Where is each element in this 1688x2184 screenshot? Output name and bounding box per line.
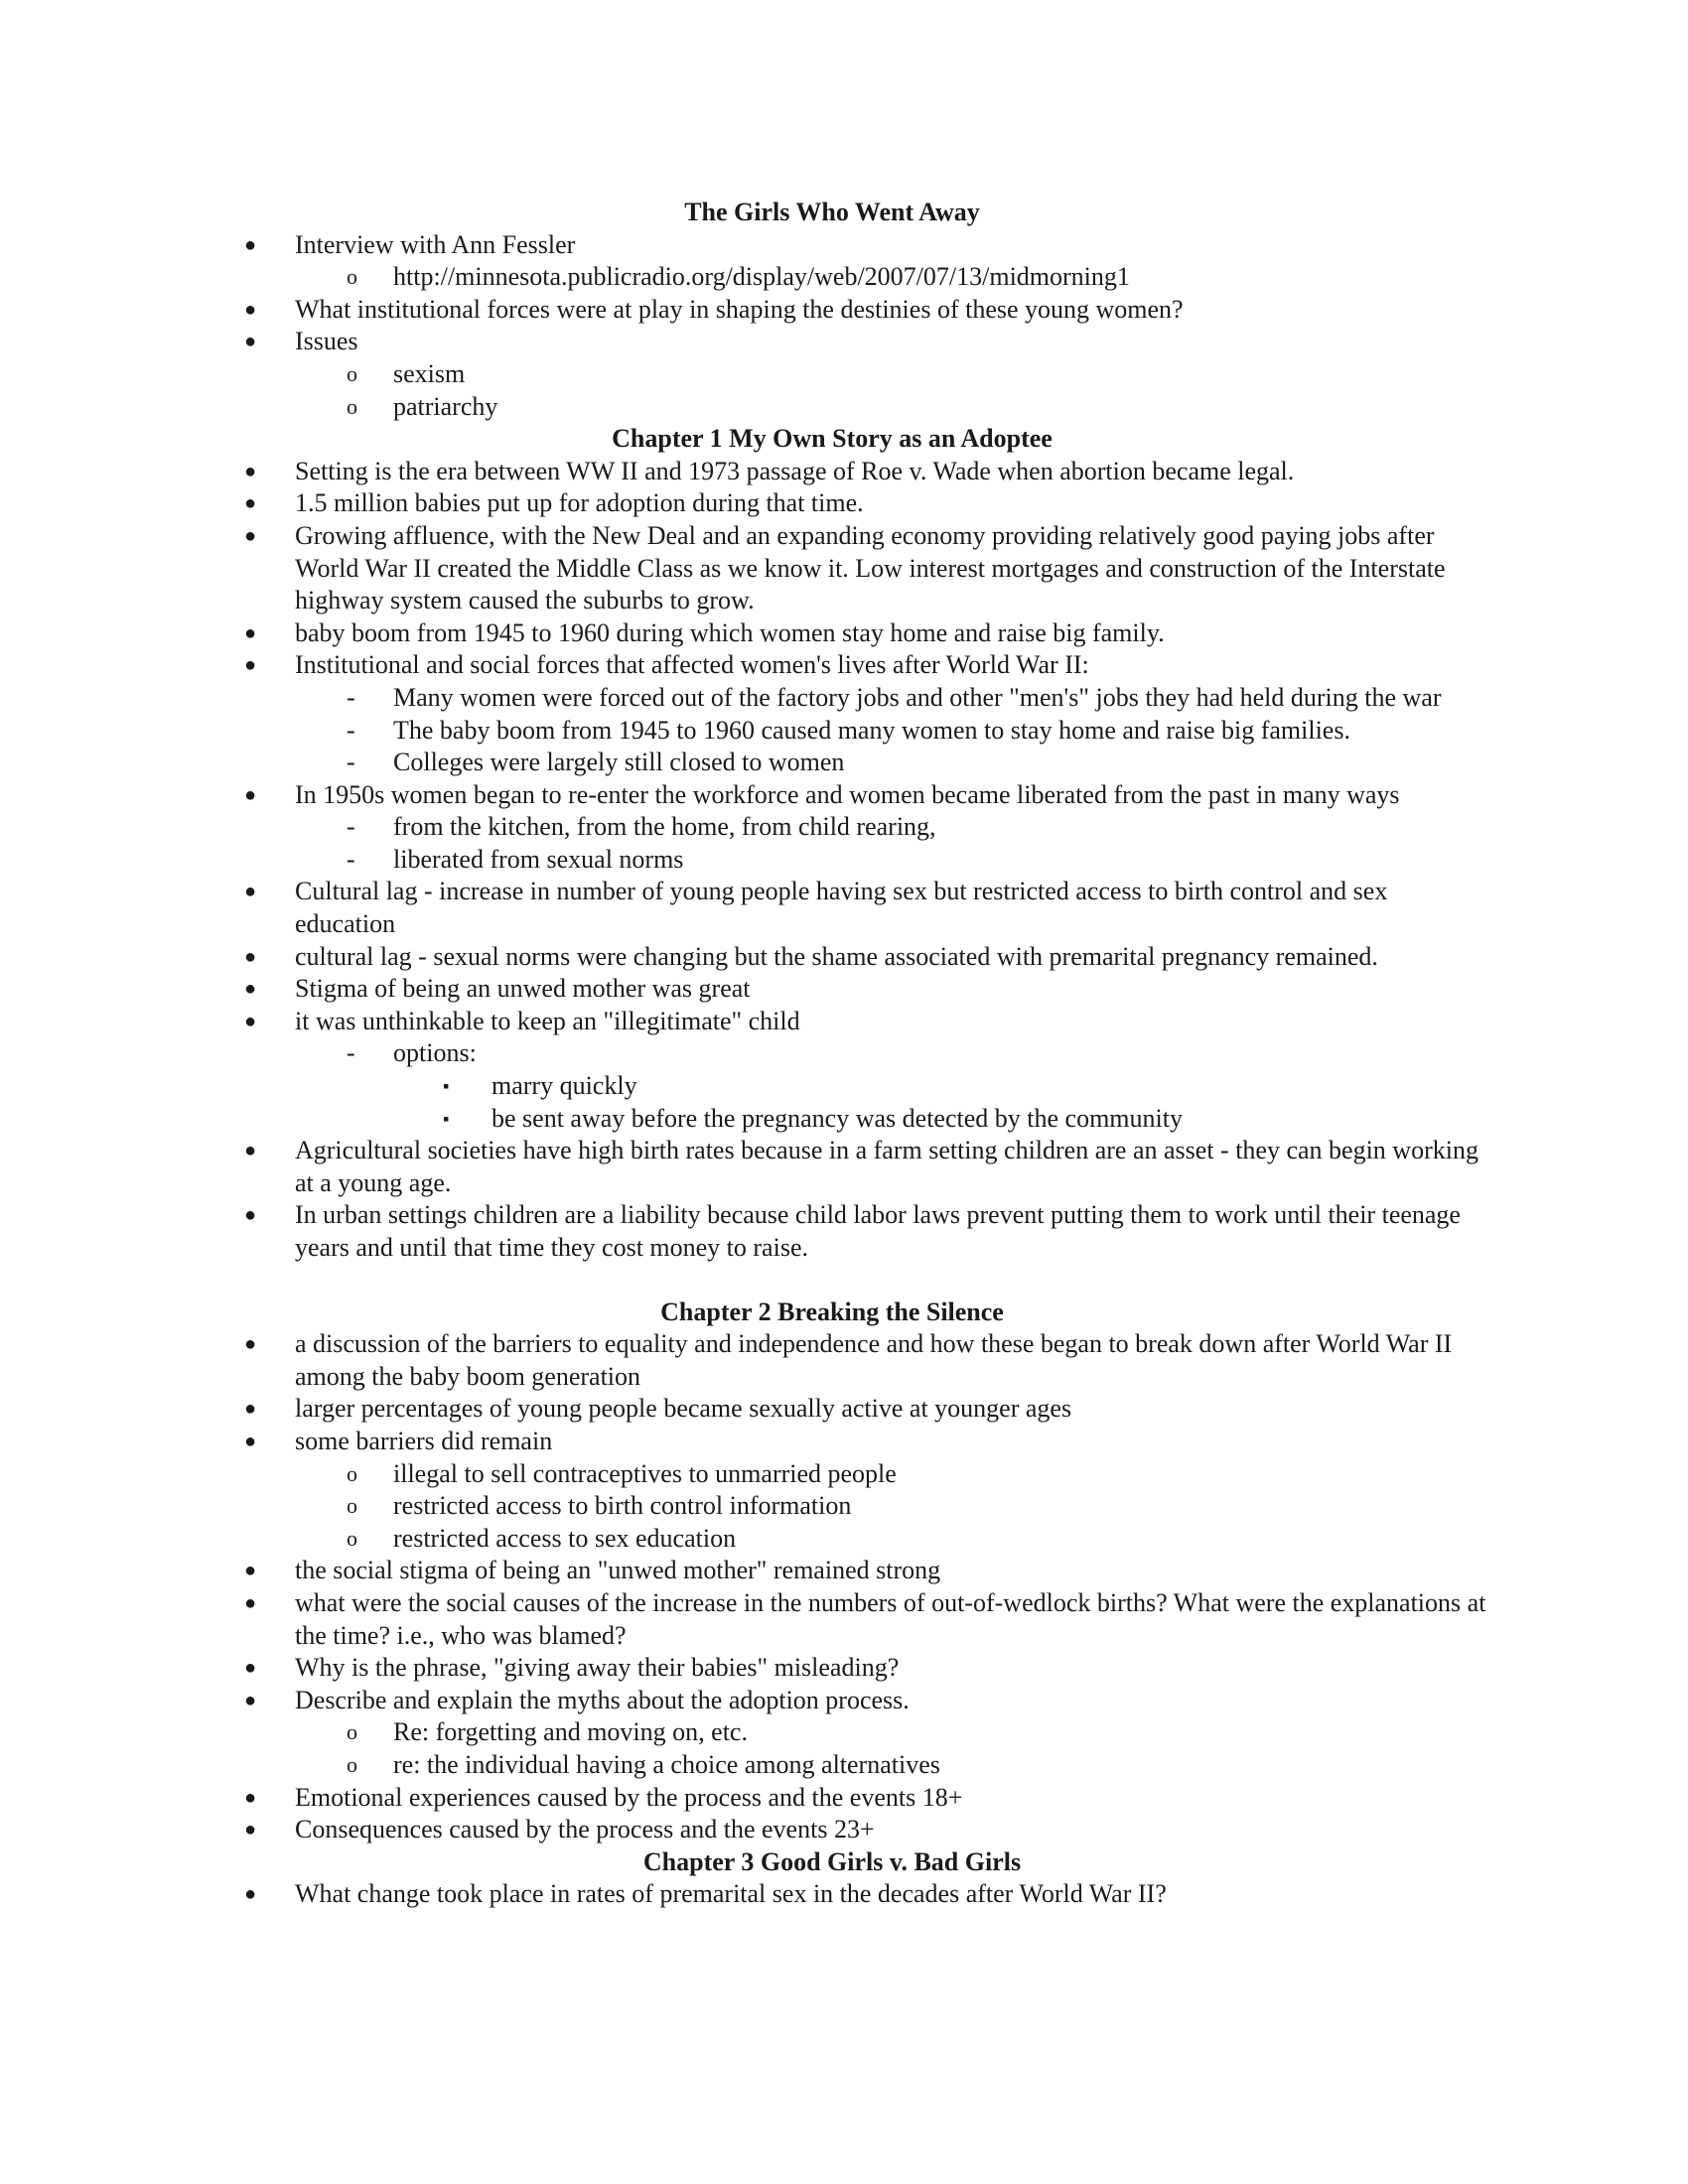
list-item-text: what were the social causes of the increase in the numbers of out-of-wedlock births? What were the explanations at the time? i.e., who was blamed?: [295, 1587, 1486, 1650]
bullet-icon: ●: [244, 524, 257, 547]
list-item: [0, 326, 1486, 423]
list-item-text: larger percentages of young people became sexually active at younger ages: [295, 1394, 1072, 1424]
circle-bullet-icon: o: [347, 1460, 357, 1486]
list-level-1: [0, 1878, 1688, 1911]
list-item: [295, 811, 1486, 844]
square-bullet-icon: ▪: [443, 1108, 450, 1129]
list-level-1: [0, 229, 1688, 424]
list-item: [393, 1103, 1486, 1136]
list-item: [0, 1878, 1486, 1911]
list-item: [295, 682, 1486, 715]
list-item-text: a discussion of the barriers to equality and independence and how these began to break down after World War II among the baby boom generation: [295, 1329, 1453, 1391]
list-item-text: 1.5 million babies put up for adoption during that time.: [295, 488, 864, 518]
list-item-text: options:: [393, 1038, 477, 1068]
list-item: [0, 1199, 1486, 1264]
bullet-icon: ●: [244, 1591, 257, 1614]
dash-bullet-icon: -: [347, 682, 355, 712]
list-level-1: [0, 1328, 1688, 1846]
list-item: [295, 844, 1486, 877]
list-item-text: Interview with Ann Fessler: [295, 229, 576, 259]
list-item: [0, 1652, 1486, 1685]
list-level-2: [295, 682, 1486, 779]
list-item: [0, 487, 1486, 520]
list-item: [0, 1006, 1486, 1135]
dash-bullet-icon: -: [347, 715, 355, 745]
list-item: [0, 1426, 1486, 1555]
list-item-text: Institutional and social forces that affected women's lives after World War II:: [295, 650, 1089, 680]
chapter-heading: Chapter 2 Breaking the Silence: [660, 1297, 1004, 1326]
list-item: [0, 1685, 1486, 1782]
list-item-text: it was unthinkable to keep an "illegitimate" child: [295, 1006, 800, 1035]
list-item: [295, 1037, 1486, 1135]
bullet-icon: ●: [244, 1140, 257, 1162]
list-item: [295, 1490, 1486, 1523]
list-item-text: Re: forgetting and moving on, etc.: [393, 1717, 748, 1747]
circle-bullet-icon: o: [347, 1751, 357, 1777]
list-item: [295, 261, 1486, 294]
circle-bullet-icon: o: [347, 1493, 357, 1519]
circle-bullet-icon: o: [347, 393, 357, 419]
list-item: [0, 294, 1486, 327]
list-item-text: Consequences caused by the process and the events 23+: [295, 1815, 875, 1844]
square-bullet-icon: ▪: [443, 1076, 450, 1097]
bullet-icon: ●: [244, 1430, 257, 1452]
list-item: [295, 358, 1486, 391]
dash-bullet-icon: -: [347, 812, 355, 842]
list-item-text: Why is the phrase, "giving away their babies" misleading?: [295, 1653, 900, 1683]
list-item: [393, 1070, 1486, 1103]
circle-bullet-icon: o: [347, 264, 357, 290]
list-item-text: What change took place in rates of premarital sex in the decades after World War II?: [295, 1879, 1167, 1909]
list-item-text: Stigma of being an unwed mother was great: [295, 974, 751, 1004]
dash-bullet-icon: -: [347, 1038, 355, 1068]
bullet-icon: ●: [244, 331, 257, 353]
list-item-text: some barriers did remain: [295, 1426, 553, 1455]
list-item-text: Growing affluence, with the New Deal and an expanding economy providing relatively good paying jobs after World War II created the Middle Class as we know it. Low interest mortgages and construction of the Interstate highway system caused the suburbs to grow.: [295, 520, 1446, 615]
list-item: [295, 747, 1486, 779]
list-item-text: Cultural lag - increase in number of young people having sex but restricted access to birth control and sex education: [295, 877, 1388, 939]
list-item-text: Agricultural societies have high birth rates because in a farm setting children are an asset - they can begin working at a young age.: [295, 1136, 1478, 1197]
list-item-text: cultural lag - sexual norms were changing but the shame associated with premarital pregnancy remained.: [295, 941, 1378, 971]
bullet-icon: ●: [244, 978, 257, 1001]
bullet-icon: ●: [244, 1204, 257, 1227]
list-level-2: [295, 1458, 1486, 1556]
bullet-icon: ●: [244, 1657, 257, 1680]
list-item-text: Emotional experiences caused by the process and the events 18+: [295, 1782, 963, 1812]
list-item: [0, 1328, 1486, 1393]
bullet-icon: ●: [244, 1786, 257, 1809]
list-level-2: [295, 358, 1486, 423]
bullet-icon: ●: [244, 460, 257, 482]
list-item: [0, 1814, 1486, 1846]
bullet-icon: ●: [244, 1398, 257, 1421]
list-level-3: [393, 1070, 1486, 1135]
list-item: [295, 1749, 1486, 1782]
list-item-text: In 1950s women began to re-enter the workforce and women became liberated from the past in many ways: [295, 779, 1400, 809]
list-item-text: re: the individual having a choice among alternatives: [393, 1749, 940, 1779]
list-item-text: The baby boom from 1945 to 1960 caused many women to stay home and raise big families.: [393, 715, 1350, 745]
list-item-text: In urban settings children are a liability because child labor laws prevent putting them to work until their teenage years and until that time they cost money to raise.: [295, 1200, 1461, 1262]
list-level-2: [295, 261, 1486, 294]
list-item-text: What institutional forces were at play in shaping the destinies of these young women?: [295, 294, 1184, 324]
list-item-text: marry quickly: [492, 1071, 637, 1101]
list-item: [295, 1458, 1486, 1491]
dash-bullet-icon: -: [347, 844, 355, 874]
bullet-icon: ●: [244, 1819, 257, 1842]
list-item: [0, 649, 1486, 778]
list-item-text: liberated from sexual norms: [393, 844, 684, 874]
bullet-icon: ●: [244, 1689, 257, 1711]
list-item: [0, 876, 1486, 940]
list-item: [0, 1393, 1486, 1426]
list-item-text: Colleges were largely still closed to women: [393, 748, 845, 777]
list-item: [295, 391, 1486, 424]
bullet-icon: ●: [244, 1560, 257, 1582]
bullet-icon: ●: [244, 1883, 257, 1906]
list-item: [0, 941, 1486, 974]
list-item-text: http://minnesota.publicradio.org/display/web/2007/07/13/midmorning1: [393, 262, 1130, 292]
list-item-text: patriarchy: [393, 391, 498, 421]
list-item: [295, 1523, 1486, 1556]
list-item: [0, 1555, 1486, 1587]
bullet-icon: ●: [244, 654, 257, 677]
bullet-icon: ●: [244, 233, 257, 256]
list-item-text: illegal to sell contraceptives to unmarried people: [393, 1458, 897, 1488]
list-item-text: restricted access to birth control information: [393, 1491, 852, 1521]
list-level-2: [295, 1716, 1486, 1781]
list-item: [0, 1587, 1486, 1652]
circle-bullet-icon: o: [347, 1525, 357, 1551]
list-item: [0, 456, 1486, 488]
document-title: The Girls Who Went Away: [684, 198, 980, 226]
document-body: [0, 197, 1688, 1911]
list-level-2: [295, 811, 1486, 876]
list-item-text: Describe and explain the myths about the adoption process.: [295, 1685, 910, 1714]
bullet-icon: ●: [244, 492, 257, 515]
list-item: [295, 715, 1486, 748]
list-item: [0, 617, 1486, 650]
list-item-text: be sent away before the pregnancy was detected by the community: [492, 1103, 1183, 1133]
list-item: [0, 779, 1486, 877]
bullet-icon: ●: [244, 621, 257, 644]
chapter-heading: Chapter 3 Good Girls v. Bad Girls: [642, 1846, 1022, 1876]
list-item-text: restricted access to sex education: [393, 1523, 737, 1553]
list-item: [295, 1716, 1486, 1749]
circle-bullet-icon: o: [347, 360, 357, 386]
list-item: [0, 229, 1486, 294]
bullet-icon: ●: [244, 1333, 257, 1356]
list-level-1: [0, 456, 1688, 1265]
bullet-icon: ●: [244, 1010, 257, 1032]
list-item: [0, 520, 1486, 617]
list-item-text: Many women were forced out of the factory jobs and other "men's" jobs they had held during the war: [393, 682, 1442, 712]
bullet-icon: ●: [244, 881, 257, 903]
list-level-2: [295, 1037, 1486, 1135]
list-item: [0, 1135, 1486, 1199]
list-item: [0, 973, 1486, 1006]
list-item-text: baby boom from 1945 to 1960 during which women stay home and raise big family.: [295, 617, 1165, 647]
list-item: [0, 1782, 1486, 1815]
bullet-icon: ●: [244, 298, 257, 321]
list-item-text: Setting is the era between WW II and 1973 passage of Roe v. Wade when abortion became legal.: [295, 456, 1295, 485]
list-item-text: from the kitchen, from the home, from child rearing,: [393, 812, 936, 842]
list-item-text: the social stigma of being an "unwed mother" remained strong: [295, 1556, 941, 1585]
dash-bullet-icon: -: [347, 748, 355, 777]
bullet-icon: ●: [244, 945, 257, 968]
chapter-heading: Chapter 1 My Own Story as an Adoptee: [612, 424, 1053, 454]
list-item-text: sexism: [393, 358, 466, 388]
circle-bullet-icon: o: [347, 1719, 357, 1745]
bullet-icon: ●: [244, 783, 257, 806]
list-item-text: Issues: [295, 327, 358, 356]
blank-line: [0, 1265, 1688, 1297]
